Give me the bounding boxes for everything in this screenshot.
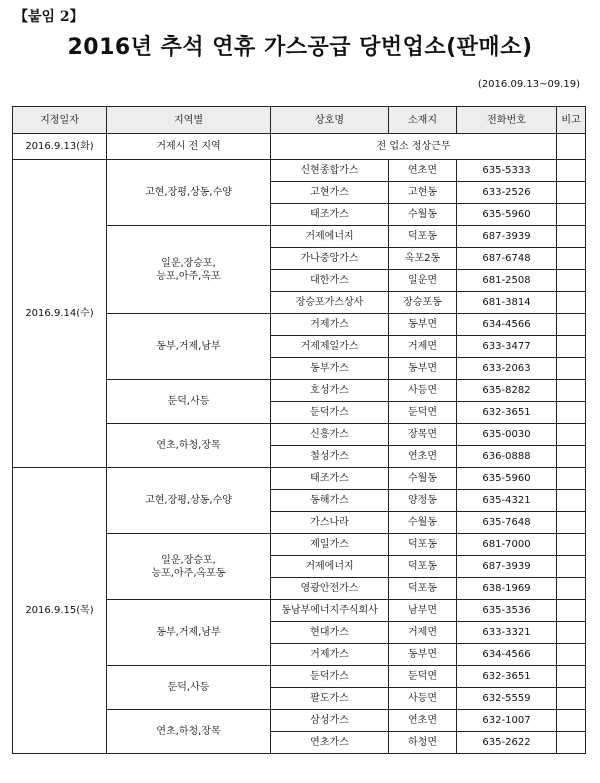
shop-name-cell: 장승포가스상사 [271,292,389,314]
phone-cell: 638-1969 [457,578,557,600]
phone-cell: 633-3477 [457,336,557,358]
shop-name-cell: 둔덕가스 [271,666,389,688]
shop-name-cell: 거제에너지 [271,556,389,578]
region-line: 일운,장승포, [161,554,216,566]
phone-cell: 632-3651 [457,666,557,688]
shop-name-cell: 영광안전가스 [271,578,389,600]
phone-cell: 635-8282 [457,380,557,402]
remark-cell [557,358,586,380]
remark-cell [557,490,586,512]
remark-cell [557,644,586,666]
remark-cell [557,336,586,358]
remark-cell [557,424,586,446]
phone-cell: 635-5333 [457,160,557,182]
location-cell: 옥포2동 [389,248,457,270]
remark-cell [557,732,586,754]
region-line: 동부,거제,남부 [156,627,221,638]
shop-name-cell: 거제제일가스 [271,336,389,358]
note-cell: 전 업소 정상근무 [271,134,557,160]
column-header-date: 지정일자 [13,107,107,134]
phone-cell: 633-2063 [457,358,557,380]
location-cell: 연초면 [389,710,457,732]
remark-cell [557,402,586,424]
date-cell: 2016.9.15(목) [13,468,107,754]
remark-cell [557,204,586,226]
phone-cell: 632-5559 [457,688,557,710]
location-cell: 동부면 [389,644,457,666]
remark-cell [557,182,586,204]
region-cell [107,160,271,226]
phone-cell: 635-5960 [457,204,557,226]
shop-name-cell: 둔덕가스 [271,402,389,424]
remark-cell [557,710,586,732]
location-cell: 수월동 [389,512,457,534]
shop-name-cell: 연초가스 [271,732,389,754]
shop-name-cell: 고현가스 [271,182,389,204]
phone-cell: 633-2526 [457,182,557,204]
shop-name-cell: 철성가스 [271,446,389,468]
column-header-remark: 비고 [557,107,586,134]
region-cell [107,468,271,534]
location-cell: 둔덕면 [389,666,457,688]
remark-cell [557,688,586,710]
shop-name-cell: 거제가스 [271,644,389,666]
shop-name-cell: 동해가스 [271,490,389,512]
region-line: 능포,아주,옥포동 [151,567,226,579]
shop-name-cell: 태조가스 [271,204,389,226]
phone-cell: 635-0030 [457,424,557,446]
remark-cell [557,446,586,468]
schedule-table [12,106,586,754]
shop-name-cell: 동남부에너지주식회사 [271,600,389,622]
shop-name-cell: 제일가스 [271,534,389,556]
column-header-shop: 상호명 [271,107,389,134]
shop-name-cell: 태조가스 [271,468,389,490]
shop-name-cell: 팔도가스 [271,688,389,710]
phone-cell: 681-7000 [457,534,557,556]
phone-cell: 636-0888 [457,446,557,468]
column-header-phone: 전화번호 [457,107,557,134]
table-row [13,160,586,182]
shop-name-cell: 가나중앙가스 [271,248,389,270]
region-cell [107,710,271,754]
location-cell: 장승포동 [389,292,457,314]
column-header-location: 소재지 [389,107,457,134]
region-cell [107,424,271,468]
location-cell: 사등면 [389,380,457,402]
location-cell: 장목면 [389,424,457,446]
location-cell: 사등면 [389,688,457,710]
shop-name-cell: 대한가스 [271,270,389,292]
shop-name-cell: 신현종합가스 [271,160,389,182]
remark-cell [557,270,586,292]
date-cell: 2016.9.14(수) [13,160,107,468]
region-cell [107,666,271,710]
date-range: (2016.09.13~09.19) [477,79,580,90]
phone-cell: 634-4566 [457,644,557,666]
shop-name-cell: 신흥가스 [271,424,389,446]
phone-cell: 635-3536 [457,600,557,622]
location-cell: 연초면 [389,160,457,182]
location-cell: 일운면 [389,270,457,292]
location-cell: 덕포동 [389,226,457,248]
remark-cell [557,292,586,314]
location-cell: 남부면 [389,600,457,622]
location-cell: 거제면 [389,336,457,358]
remark-cell [557,600,586,622]
location-cell: 덕포동 [389,578,457,600]
region-cell [107,314,271,380]
remark-cell [557,622,586,644]
header-row [13,107,586,134]
remark-cell [557,226,586,248]
phone-cell: 687-3939 [457,226,557,248]
region-line: 고현,장평,상동,수양 [145,187,232,198]
shop-name-cell: 현대가스 [271,622,389,644]
region-line: 일운,장승포, [161,257,216,269]
remark-cell [557,512,586,534]
remark-cell [557,666,586,688]
region-cell [107,380,271,424]
attachment-label: 【붙임 2】 [14,9,84,25]
phone-cell: 633-3321 [457,622,557,644]
shop-name-cell: 거제가스 [271,314,389,336]
shop-name-cell: 거제에너지 [271,226,389,248]
document-title: 2016년 추석 연휴 가스공급 당번업소(판매소) [67,35,533,60]
table-row [13,134,586,160]
phone-cell: 634-4566 [457,314,557,336]
shop-name-cell: 가스나라 [271,512,389,534]
region-line: 동부,거제,남부 [156,341,221,352]
phone-cell: 635-2622 [457,732,557,754]
location-cell: 연초면 [389,446,457,468]
location-cell: 수월동 [389,468,457,490]
location-cell: 거제면 [389,622,457,644]
remark-cell [557,380,586,402]
remark-cell [557,556,586,578]
location-cell: 고현동 [389,182,457,204]
shop-name-cell: 삼성가스 [271,710,389,732]
remark-cell [557,134,586,160]
remark-cell [557,578,586,600]
shop-name-cell: 동부가스 [271,358,389,380]
location-cell: 동부면 [389,314,457,336]
remark-cell [557,248,586,270]
phone-cell: 635-7648 [457,512,557,534]
location-cell: 동부면 [389,358,457,380]
location-cell: 양정동 [389,490,457,512]
remark-cell [557,314,586,336]
phone-cell: 687-6748 [457,248,557,270]
phone-cell: 681-2508 [457,270,557,292]
region-line: 연초,하청,장목 [156,440,221,451]
table-row [13,468,586,490]
region-cell [107,534,271,600]
region-line: 연초,하청,장목 [156,726,221,737]
phone-cell: 632-1007 [457,710,557,732]
phone-cell: 681-3814 [457,292,557,314]
phone-cell: 687-3939 [457,556,557,578]
column-header-region: 지역별 [107,107,271,134]
phone-cell: 632-3651 [457,402,557,424]
region-line: 둔덕,사등 [167,396,210,407]
remark-cell [557,468,586,490]
phone-cell: 635-4321 [457,490,557,512]
phone-cell: 635-5960 [457,468,557,490]
location-cell: 덕포동 [389,534,457,556]
region-line: 고현,장평,상동,수양 [145,495,232,506]
location-cell: 하청면 [389,732,457,754]
region-line: 둔덕,사등 [167,682,210,693]
date-cell: 2016.9.13(화) [13,134,107,160]
schedule-body [13,134,586,754]
remark-cell [557,534,586,556]
region-cell [107,600,271,666]
location-cell: 수월동 [389,204,457,226]
region-cell: 거제시 전 지역 [107,134,271,160]
region-cell [107,226,271,314]
shop-name-cell: 호성가스 [271,380,389,402]
region-line: 능포,아주,옥포 [156,270,221,282]
remark-cell [557,160,586,182]
location-cell: 둔덕면 [389,402,457,424]
location-cell: 덕포동 [389,556,457,578]
